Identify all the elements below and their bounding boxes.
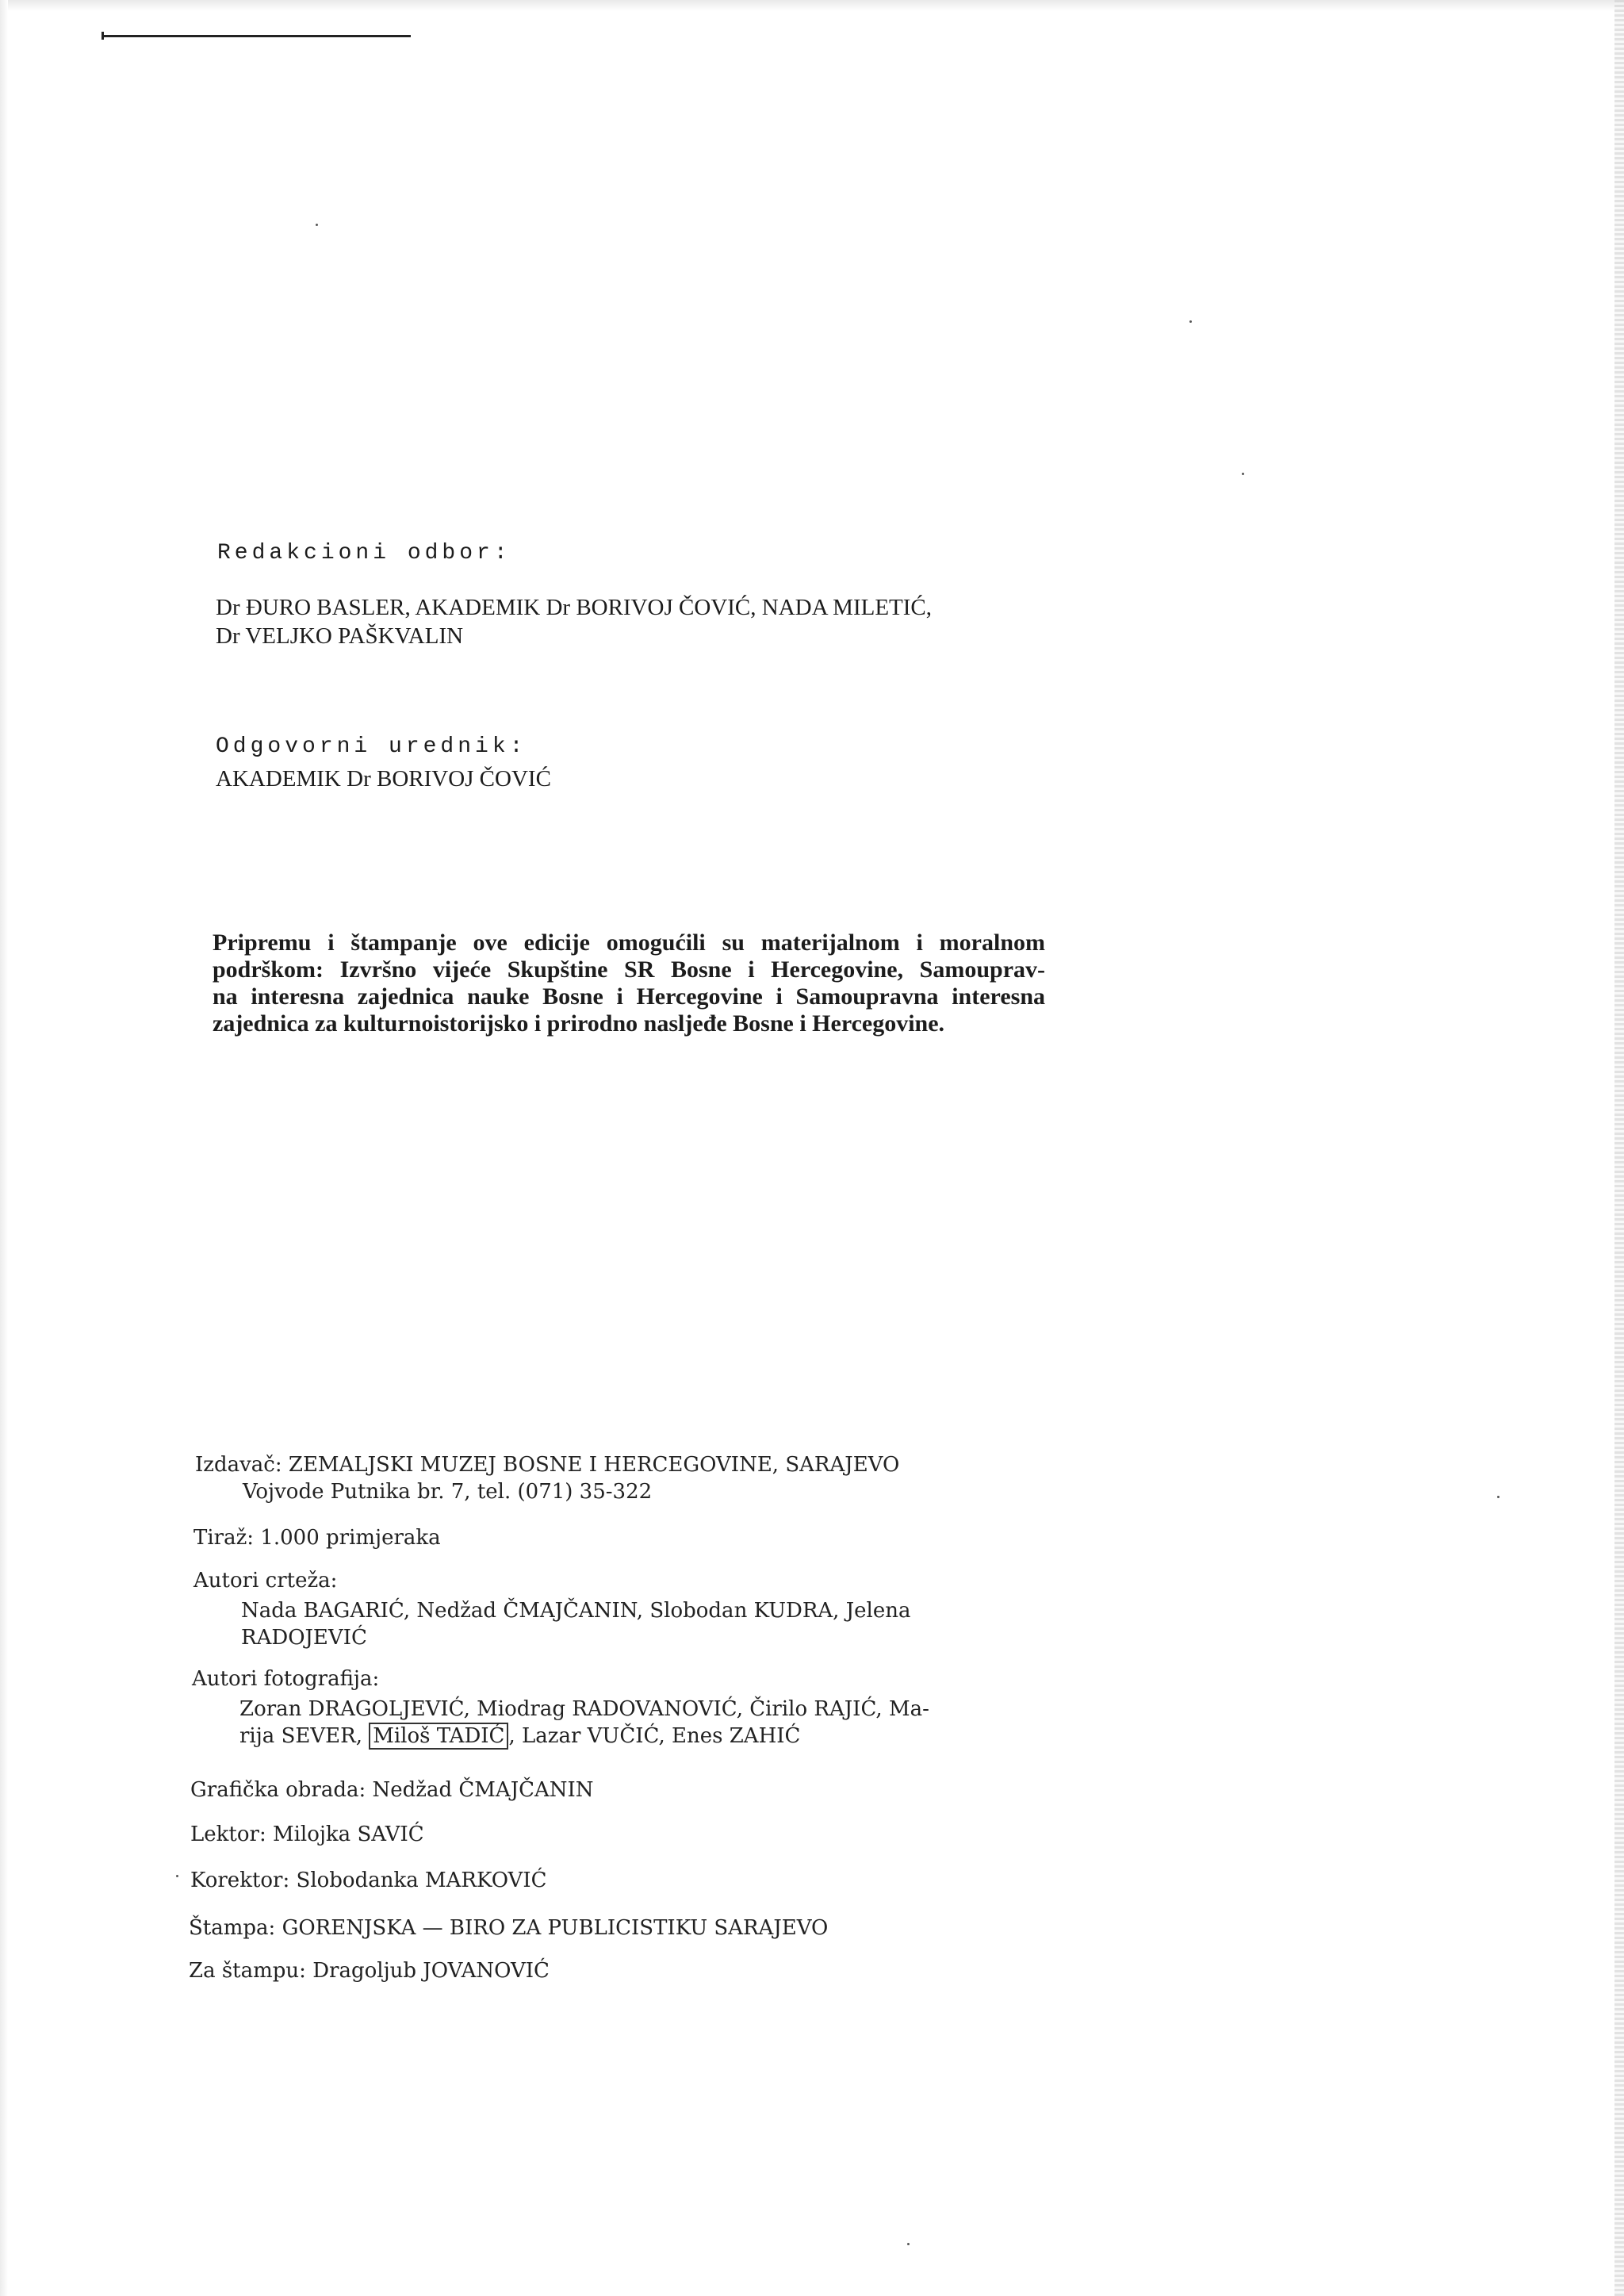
scan-speck xyxy=(1242,473,1244,475)
photos-block xyxy=(192,1665,929,1750)
scan-speck xyxy=(1189,320,1192,323)
editorial-board-members xyxy=(216,593,932,650)
scan-speck xyxy=(176,1875,178,1877)
sponsors-line-3: na interesna zajednica nauke Bosne i Hercegovine i Samoupravna interesna xyxy=(213,983,1045,1010)
scan-speck xyxy=(907,2243,910,2245)
editor-name: AKADEMIK Dr BORIVOJ ČOVIĆ xyxy=(216,766,551,792)
sponsors-line-1: Pripremu i štampanje ove edicije omogućili su materijalnom i moralnom xyxy=(213,930,1045,956)
publisher-line-2: Vojvode Putnika br. 7, tel. (071) 35-322 xyxy=(243,1480,653,1504)
editorial-board-line-1: Dr ĐURO BASLER, AKADEMIK Dr BORIVOJ ČOVIĆ, NADA MILETIĆ, xyxy=(216,595,933,620)
photos-line-2-prefix: rija SEVER, xyxy=(239,1724,370,1748)
editor-section xyxy=(216,733,551,793)
photos-line-2-suffix: , Lazar VUČIĆ, Enes ZAHIĆ xyxy=(508,1724,801,1748)
scan-speck xyxy=(316,224,318,226)
print-run: Tiraž: 1.000 primjeraka xyxy=(193,1526,441,1550)
sponsors-line-4: zajednica za kulturnoistorijsko i prirodno nasljeđe Bosne i Hercegovine. xyxy=(213,1010,945,1037)
scan-edge-right xyxy=(1614,0,1624,2296)
photos-boxed-name: Miloš TADIĆ xyxy=(369,1723,508,1750)
sponsors-line-2: podrškom: Izvršno vijeće Skupštine SR Bosne i Hercegovine, Samouprav- xyxy=(213,956,1045,983)
scan-speck xyxy=(1497,1496,1500,1498)
editor-label: Odgovorni urednik: xyxy=(216,734,527,759)
top-rule xyxy=(102,35,411,37)
top-rule-tick xyxy=(102,32,104,40)
editorial-board-section xyxy=(217,539,511,568)
printer: Štampa: GORENJSKA — BIRO ZA PUBLICISTIKU SARAJEVO xyxy=(189,1916,829,1940)
photos-label: Autori fotografija: xyxy=(192,1667,380,1691)
drawings-line-2: RADOJEVIĆ xyxy=(241,1626,367,1650)
drawings-block xyxy=(193,1567,910,1651)
scan-edge-top xyxy=(0,0,1624,11)
proofreader: Korektor: Slobodanka MARKOVIĆ xyxy=(190,1869,547,1892)
drawings-line-1: Nada BAGARIĆ, Nedžad ČMAJČANIN, Slobodan KUDRA, Jelena xyxy=(241,1599,911,1623)
photos-line-2 xyxy=(192,1723,929,1750)
scan-edge-left xyxy=(0,0,8,2296)
drawings-label: Autori crteža: xyxy=(193,1569,338,1593)
photos-line-1: Zoran DRAGOLJEVIĆ, Miodrag RADOVANOVIĆ, Čirilo RAJIĆ, Ma- xyxy=(239,1697,929,1721)
graphics: Grafička obrada: Nedžad ČMAJČANIN xyxy=(190,1778,594,1802)
publisher-block xyxy=(195,1451,899,1505)
publisher-line-1: Izdavač: ZEMALJSKI MUZEJ BOSNE I HERCEGOVINE, SARAJEVO xyxy=(195,1453,900,1477)
editorial-board-line-2: Dr VELJKO PAŠKVALIN xyxy=(216,623,464,649)
lector: Lektor: Milojka SAVIĆ xyxy=(190,1823,424,1846)
editorial-board-label: Redakcioni odbor: xyxy=(217,541,511,565)
sponsors-paragraph xyxy=(213,930,1045,1037)
print-manager: Za štampu: Dragoljub JOVANOVIĆ xyxy=(189,1959,550,1983)
